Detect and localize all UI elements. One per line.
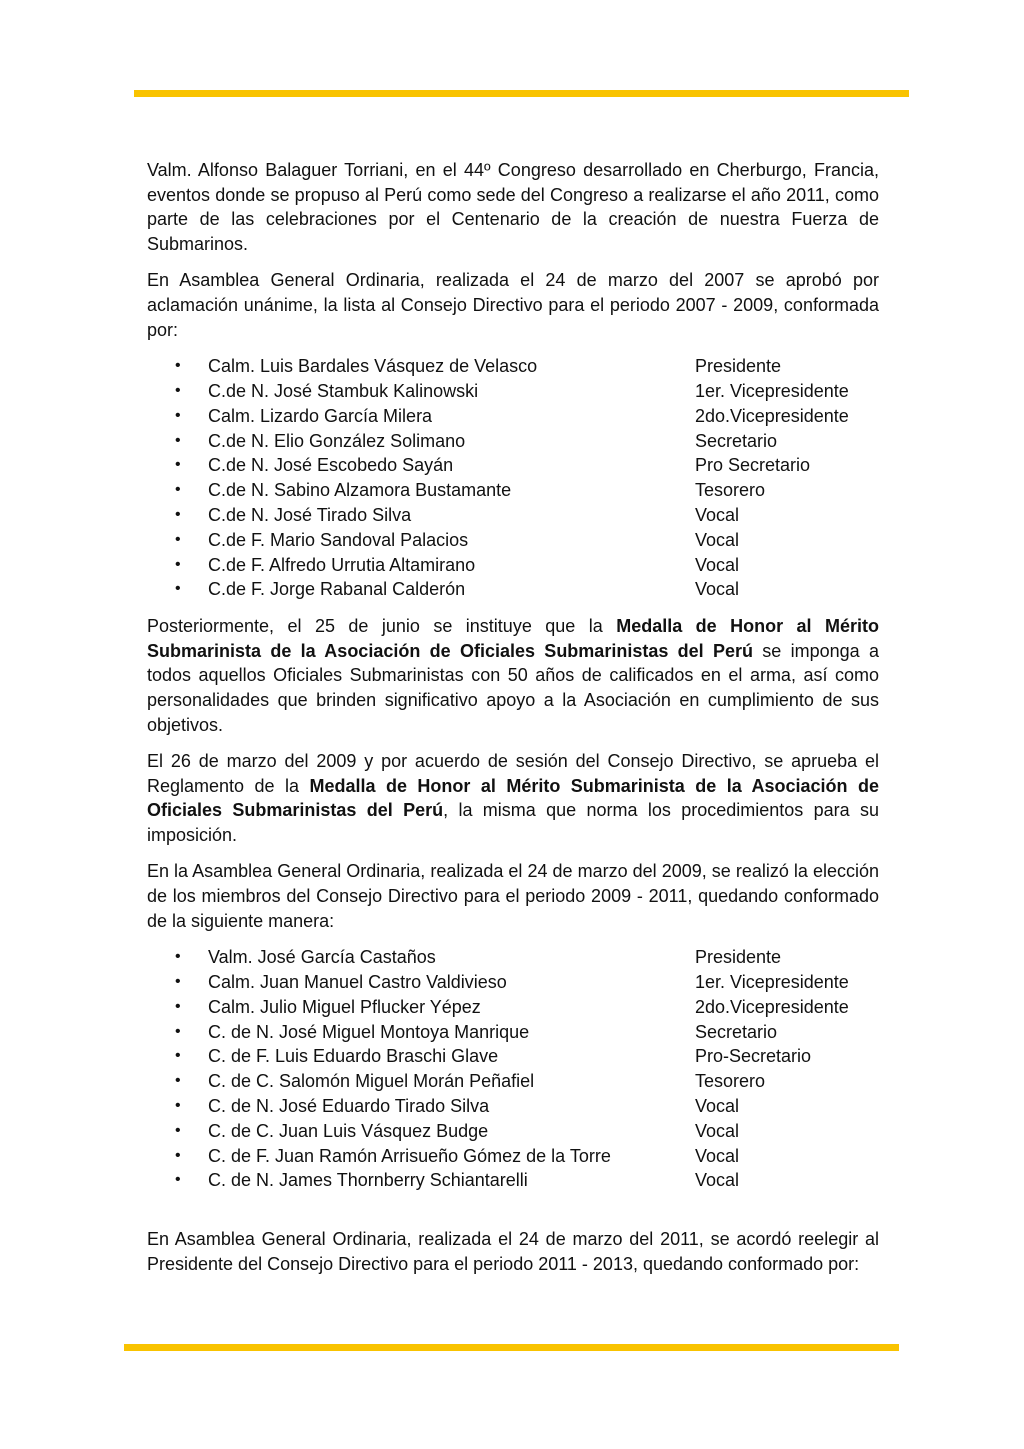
bullet-icon: •: [175, 580, 181, 598]
member-role: Vocal: [695, 554, 740, 575]
member-role: Vocal: [695, 1170, 740, 1191]
paragraph-congress: Valm. Alfonso Balaguer Torriani, en el 44º Congreso desarrollado en Cherburgo, Francia, eventos donde se propuso al Perú como sede del Congreso a realizarse el año 2011, como parte de las celebraciones por el Centenario de la creación de nuestra Fuerza de Submarinos.: [147, 160, 879, 254]
bullet-icon: •: [175, 1097, 181, 1115]
roster-item: [147, 553, 879, 578]
bullet-icon: •: [175, 456, 181, 474]
member-role: Secretario: [695, 430, 778, 451]
bullet-icon: •: [175, 1022, 181, 1040]
spacer: [147, 1205, 879, 1227]
bullet-icon: •: [175, 1146, 181, 1164]
bullet-icon: •: [175, 505, 181, 523]
bullet-icon: •: [175, 973, 181, 991]
roster-2007-2009: [147, 354, 879, 602]
member-role: Vocal: [695, 529, 740, 550]
roster-item: [147, 429, 879, 454]
member-role: Vocal: [695, 1145, 740, 1166]
member-role: 1er. Vicepresidente: [695, 380, 849, 401]
roster-item: [147, 970, 879, 995]
member-name: C. de C. Juan Luis Vásquez Budge: [208, 1120, 489, 1141]
roster-item: [147, 1069, 879, 1094]
roster-item: [147, 1094, 879, 1119]
paragraph-assembly-2009: En la Asamblea General Ordinaria, realizada el 24 de marzo del 2009, se realizó la elección de los miembros del Consejo Directivo para el periodo 2009 - 2011, quedando conformado de la siguiente manera:: [147, 861, 879, 931]
bullet-icon: •: [175, 381, 181, 399]
medal-name: Medalla de Honor al Mérito Submarinista de la Asociación de Oficiales Submarinistas del Perú: [147, 616, 879, 661]
member-role: Tesorero: [695, 1071, 766, 1092]
member-name: Calm. Julio Miguel Pflucker Yépez: [208, 996, 481, 1017]
roster-item: [147, 478, 879, 503]
roster-item: [147, 1020, 879, 1045]
member-role: Tesorero: [695, 480, 766, 501]
member-name: C. de N. James Thornberry Schiantarelli: [208, 1170, 528, 1191]
roster-item: [147, 503, 879, 528]
bullet-icon: •: [175, 481, 181, 499]
member-name: C. de C. Salomón Miguel Morán Peñafiel: [208, 1071, 535, 1092]
member-name: Calm. Juan Manuel Castro Valdivieso: [208, 972, 507, 993]
roster-2009-2011: [147, 945, 879, 1193]
roster-item: [147, 528, 879, 553]
roster-item: [147, 945, 879, 970]
member-role: Presidente: [695, 356, 782, 377]
member-role: 1er. Vicepresidente: [695, 972, 849, 993]
medal-name: Medalla de Honor al Mérito Submarinista de la Asociación de Oficiales Submarinistas del Perú: [147, 775, 880, 821]
regulation-intro-text: El 26 de marzo del 2009 y por acuerdo de sesión del Consejo Directivo, se aprueba el Reglamento de la: [147, 751, 879, 796]
medal-intro-text: Posteriormente, el 25 de junio se instituye que la: [147, 616, 617, 637]
roster-item: [147, 404, 879, 429]
member-name: C.de N. José Tirado Silva: [208, 504, 412, 525]
member-role: Pro-Secretario: [695, 1046, 812, 1067]
member-name: C.de N. Elio González Solimano: [208, 430, 466, 451]
member-role: 2do.Vicepresidente: [695, 996, 849, 1017]
roster-item: [147, 453, 879, 478]
member-name: C.de F. Mario Sandoval Palacios: [208, 529, 469, 550]
member-name: C. de N. José Miguel Montoya Manrique: [208, 1021, 530, 1042]
bullet-icon: •: [175, 406, 181, 424]
member-name: C. de N. José Eduardo Tirado Silva: [208, 1096, 490, 1117]
member-name: Valm. José García Castaños: [208, 947, 436, 968]
roster-item: [147, 577, 879, 602]
member-role: Vocal: [695, 1120, 740, 1141]
bottom-divider: [124, 1344, 899, 1351]
regulation-description: , la misma que norma los procedimientos para su imposición.: [147, 800, 879, 845]
member-name: C.de F. Jorge Rabanal Calderón: [208, 579, 466, 600]
roster-item: [147, 1168, 879, 1193]
medal-description: se imponga a todos aquellos Oficiales Submarinistas con 50 años de calificados en el arma, así como personalidades que brinden significativo apoyo a la Asociación en cumplimiento de sus objetivos.: [147, 640, 879, 735]
roster-item: [147, 1044, 879, 1069]
member-role: 2do.Vicepresidente: [695, 405, 849, 426]
bullet-icon: •: [175, 1047, 181, 1065]
bullet-icon: •: [175, 1121, 181, 1139]
member-role: Pro Secretario: [695, 455, 811, 476]
member-name: C.de N. José Stambuk Kalinowski: [208, 380, 479, 401]
bullet-icon: •: [175, 1171, 181, 1189]
bullet-icon: •: [175, 555, 181, 573]
roster-item: [147, 995, 879, 1020]
bullet-icon: •: [175, 948, 181, 966]
roster-item: [147, 1144, 879, 1169]
top-divider: [134, 90, 909, 97]
member-name: C.de N. José Escobedo Sayán: [208, 455, 454, 476]
member-name: C.de F. Alfredo Urrutia Altamirano: [208, 554, 476, 575]
bullet-icon: •: [175, 357, 181, 375]
paragraph-medal-regulation: [147, 749, 879, 847]
paragraph-medal-institution: [147, 614, 879, 737]
member-name: Calm. Luis Bardales Vásquez de Velasco: [208, 356, 538, 377]
paragraph-assembly-2011: En Asamblea General Ordinaria, realizada el 24 de marzo del 2011, se acordó reelegir al Presidente del Consejo Directivo para el periodo 2011 - 2013, quedando conformado por:: [147, 1229, 879, 1274]
member-role: Secretario: [695, 1021, 778, 1042]
member-name: Calm. Lizardo García Milera: [208, 405, 433, 426]
member-role: Vocal: [695, 579, 740, 600]
member-role: Vocal: [695, 1096, 740, 1117]
roster-item: [147, 1119, 879, 1144]
roster-item: [147, 379, 879, 404]
bullet-icon: •: [175, 530, 181, 548]
member-role: Vocal: [695, 504, 740, 525]
member-name: C.de N. Sabino Alzamora Bustamante: [208, 480, 512, 501]
bullet-icon: •: [175, 1072, 181, 1090]
bullet-icon: •: [175, 997, 181, 1015]
roster-item: [147, 354, 879, 379]
member-name: C. de F. Juan Ramón Arrisueño Gómez de la Torre: [208, 1145, 611, 1166]
member-role: Presidente: [695, 947, 782, 968]
member-name: C. de F. Luis Eduardo Braschi Glave: [208, 1046, 499, 1067]
paragraph-assembly-2007: En Asamblea General Ordinaria, realizada el 24 de marzo del 2007 se aprobó por aclamación unánime, la lista al Consejo Directivo para el periodo 2007 - 2009, conformada por:: [147, 270, 879, 340]
bullet-icon: •: [175, 431, 181, 449]
document-body: [147, 158, 879, 1288]
